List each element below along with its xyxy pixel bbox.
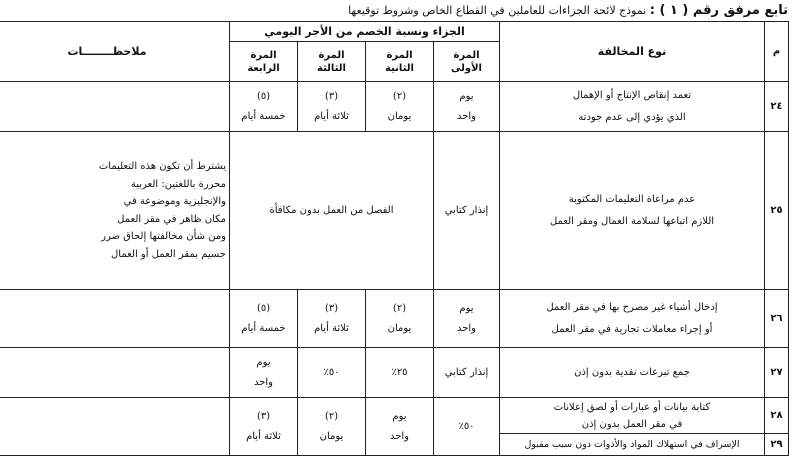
page-heading bbox=[8, 2, 788, 18]
penalty-second: (٢) يومان bbox=[366, 82, 434, 132]
header-number: م bbox=[765, 22, 789, 82]
violation-type: جمع تبرعات نقدية بدون إذن bbox=[500, 348, 765, 398]
header-fourth-time: المرة الرابعة bbox=[230, 42, 298, 82]
penalty-third: (٣) ثلاثة أيام bbox=[298, 290, 366, 348]
header-notes: ملاحظــــــــات bbox=[0, 22, 230, 82]
notes-cell bbox=[0, 290, 230, 348]
penalty-fourth: يوم واحد bbox=[230, 348, 298, 398]
penalty-third: ٥٠٪ bbox=[298, 348, 366, 398]
penalty-fourth: (٥) خمسة أيام bbox=[230, 82, 298, 132]
penalty-first: يوم واحد bbox=[434, 290, 500, 348]
penalty-fourth: (٥) خمسة أيام bbox=[230, 290, 298, 348]
heading-main: تابع مرفق رقم ( ١ ) : bbox=[649, 3, 788, 18]
penalties-table bbox=[0, 21, 789, 456]
row-number: ٢٧ bbox=[765, 348, 789, 398]
header-violation-type: نوع المخالفة bbox=[500, 22, 765, 82]
penalty-third: (٣) ثلاثة أيام bbox=[298, 82, 366, 132]
notes-cell bbox=[0, 348, 230, 398]
notes-cell bbox=[0, 82, 230, 132]
notes-cell bbox=[0, 398, 230, 456]
penalty-first: إنذار كتابي bbox=[434, 348, 500, 398]
penalty-first: إنذار كتابي bbox=[434, 132, 500, 290]
row-number: ٢٦ bbox=[765, 290, 789, 348]
row-number: ٢٤ bbox=[765, 82, 789, 132]
header-first-time: المرة الأولى bbox=[434, 42, 500, 82]
violation-type: عدم مراعاة التعليمات المكتوبة اللازم اتباعها لسلامة العمال ومقر العمل bbox=[500, 132, 765, 290]
header-penalty-group: الجزاء ونسبة الخصم من الأجر اليومي bbox=[230, 22, 500, 42]
table-row bbox=[0, 290, 789, 348]
table-row bbox=[0, 348, 789, 398]
penalty-second: يوم واحد bbox=[366, 398, 434, 456]
penalty-first: ٥٠٪ bbox=[434, 398, 500, 456]
table-row bbox=[0, 132, 789, 290]
violation-type: إدخال أشياء غير مصرح بها في مقر العمل أو إجراء معاملات تجارية في مقر العمل bbox=[500, 290, 765, 348]
penalty-third: (٢) يومان bbox=[298, 398, 366, 456]
heading-subtitle: نموذج لائحة الجزاءات للعاملين في القطاع الخاص وشروط توقيعها bbox=[348, 4, 650, 17]
header-second-time: المرة الثانية bbox=[366, 42, 434, 82]
row-number: ٢٥ bbox=[765, 132, 789, 290]
row-number: ٢٨ bbox=[765, 398, 789, 434]
violation-type: كتابة بيانات أو عبارات أو لصق إعلانات في مقر العمل بدون إذن bbox=[500, 398, 765, 434]
notes-cell: يشترط أن تكون هذه التعليمات محررة باللغتين: العربية والإنجليزية وموضوعة في مكان ظاهر في مقر العمل ومن شأن مخالفتها إلحاق ضرر جسيم بمقر العمل أو العمال bbox=[0, 132, 230, 290]
violation-type: تعمد إنقاص الإنتاج أو الإهمال الذي يؤدي إلى عدم جودته bbox=[500, 82, 765, 132]
violation-type: الإسراف في استهلاك المواد والأدوات دون سبب مقبول bbox=[500, 434, 765, 456]
penalty-first: يوم واحد bbox=[434, 82, 500, 132]
header-third-time: المرة الثالثة bbox=[298, 42, 366, 82]
row-number: ٢٩ bbox=[765, 434, 789, 456]
penalty-second: ٢٥٪ bbox=[366, 348, 434, 398]
table-row bbox=[0, 82, 789, 132]
penalty-fourth: (٣) ثلاثة أيام bbox=[230, 398, 298, 456]
penalty-second: (٢) يومان bbox=[366, 290, 434, 348]
penalty-remaining: الفصل من العمل بدون مكافأة bbox=[230, 132, 434, 290]
table-row bbox=[0, 398, 789, 434]
